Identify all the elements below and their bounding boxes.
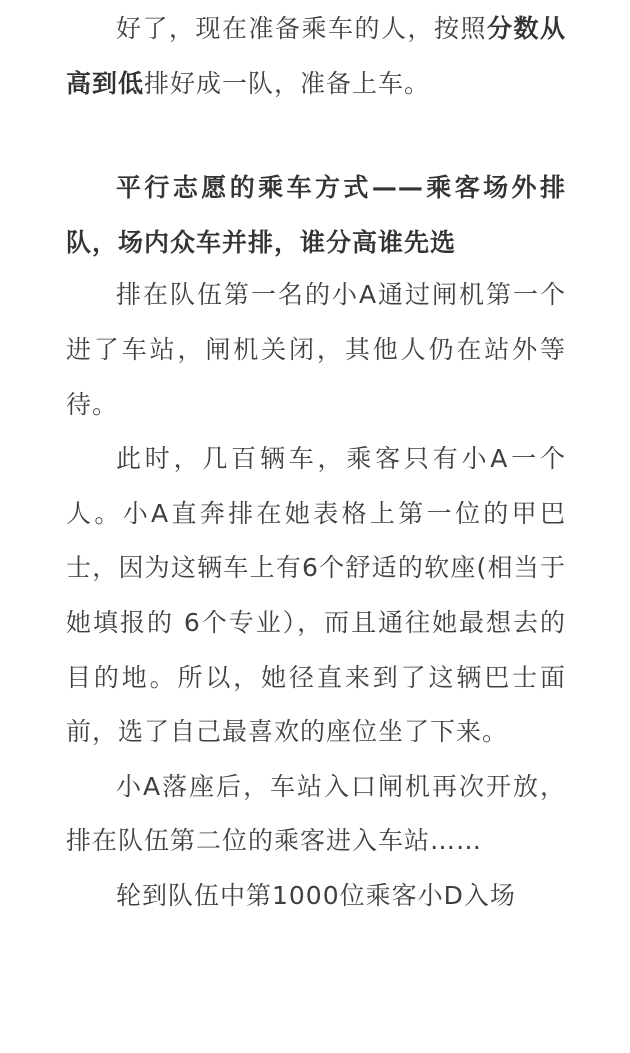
article-body [66, 2, 566, 924]
paragraph-next-passenger: 小A落座后，车站入口闸机再次开放，排在队伍第二位的乘客进入车站…… [66, 771, 566, 856]
paragraph-queue-intro [66, 2, 566, 111]
text-segment: 好了，现在准备乘车的人，按照 [116, 14, 487, 43]
paragraph-passenger-1000: 轮到队伍中第1000位乘客小D入场 [116, 880, 516, 910]
bold-text-segment: 分数从高到低 [66, 14, 566, 98]
paragraph-bus-choice: 此时，几百辆车，乘客只有小A一个人。小A直奔排在她表格上第一位的甲巴士，因为这辆车上有6个舒适的软座(相当于她填报的 6个专业），而且通往她最想去的目的地。所以，她径直来到了这辆巴士面前，选了自己最喜欢的座位坐了下来。 [66, 444, 566, 747]
section-heading: 平行志愿的乘车方式——乘客场外排队，场内众车并排，谁分高谁先选 [66, 173, 566, 257]
text-segment: 排好成一队，准备上车。 [144, 68, 431, 98]
paragraph-first-passenger: 排在队伍第一名的小A通过闸机第一个进了车站，闸机关闭，其他人仍在站外等待。 [66, 280, 566, 419]
